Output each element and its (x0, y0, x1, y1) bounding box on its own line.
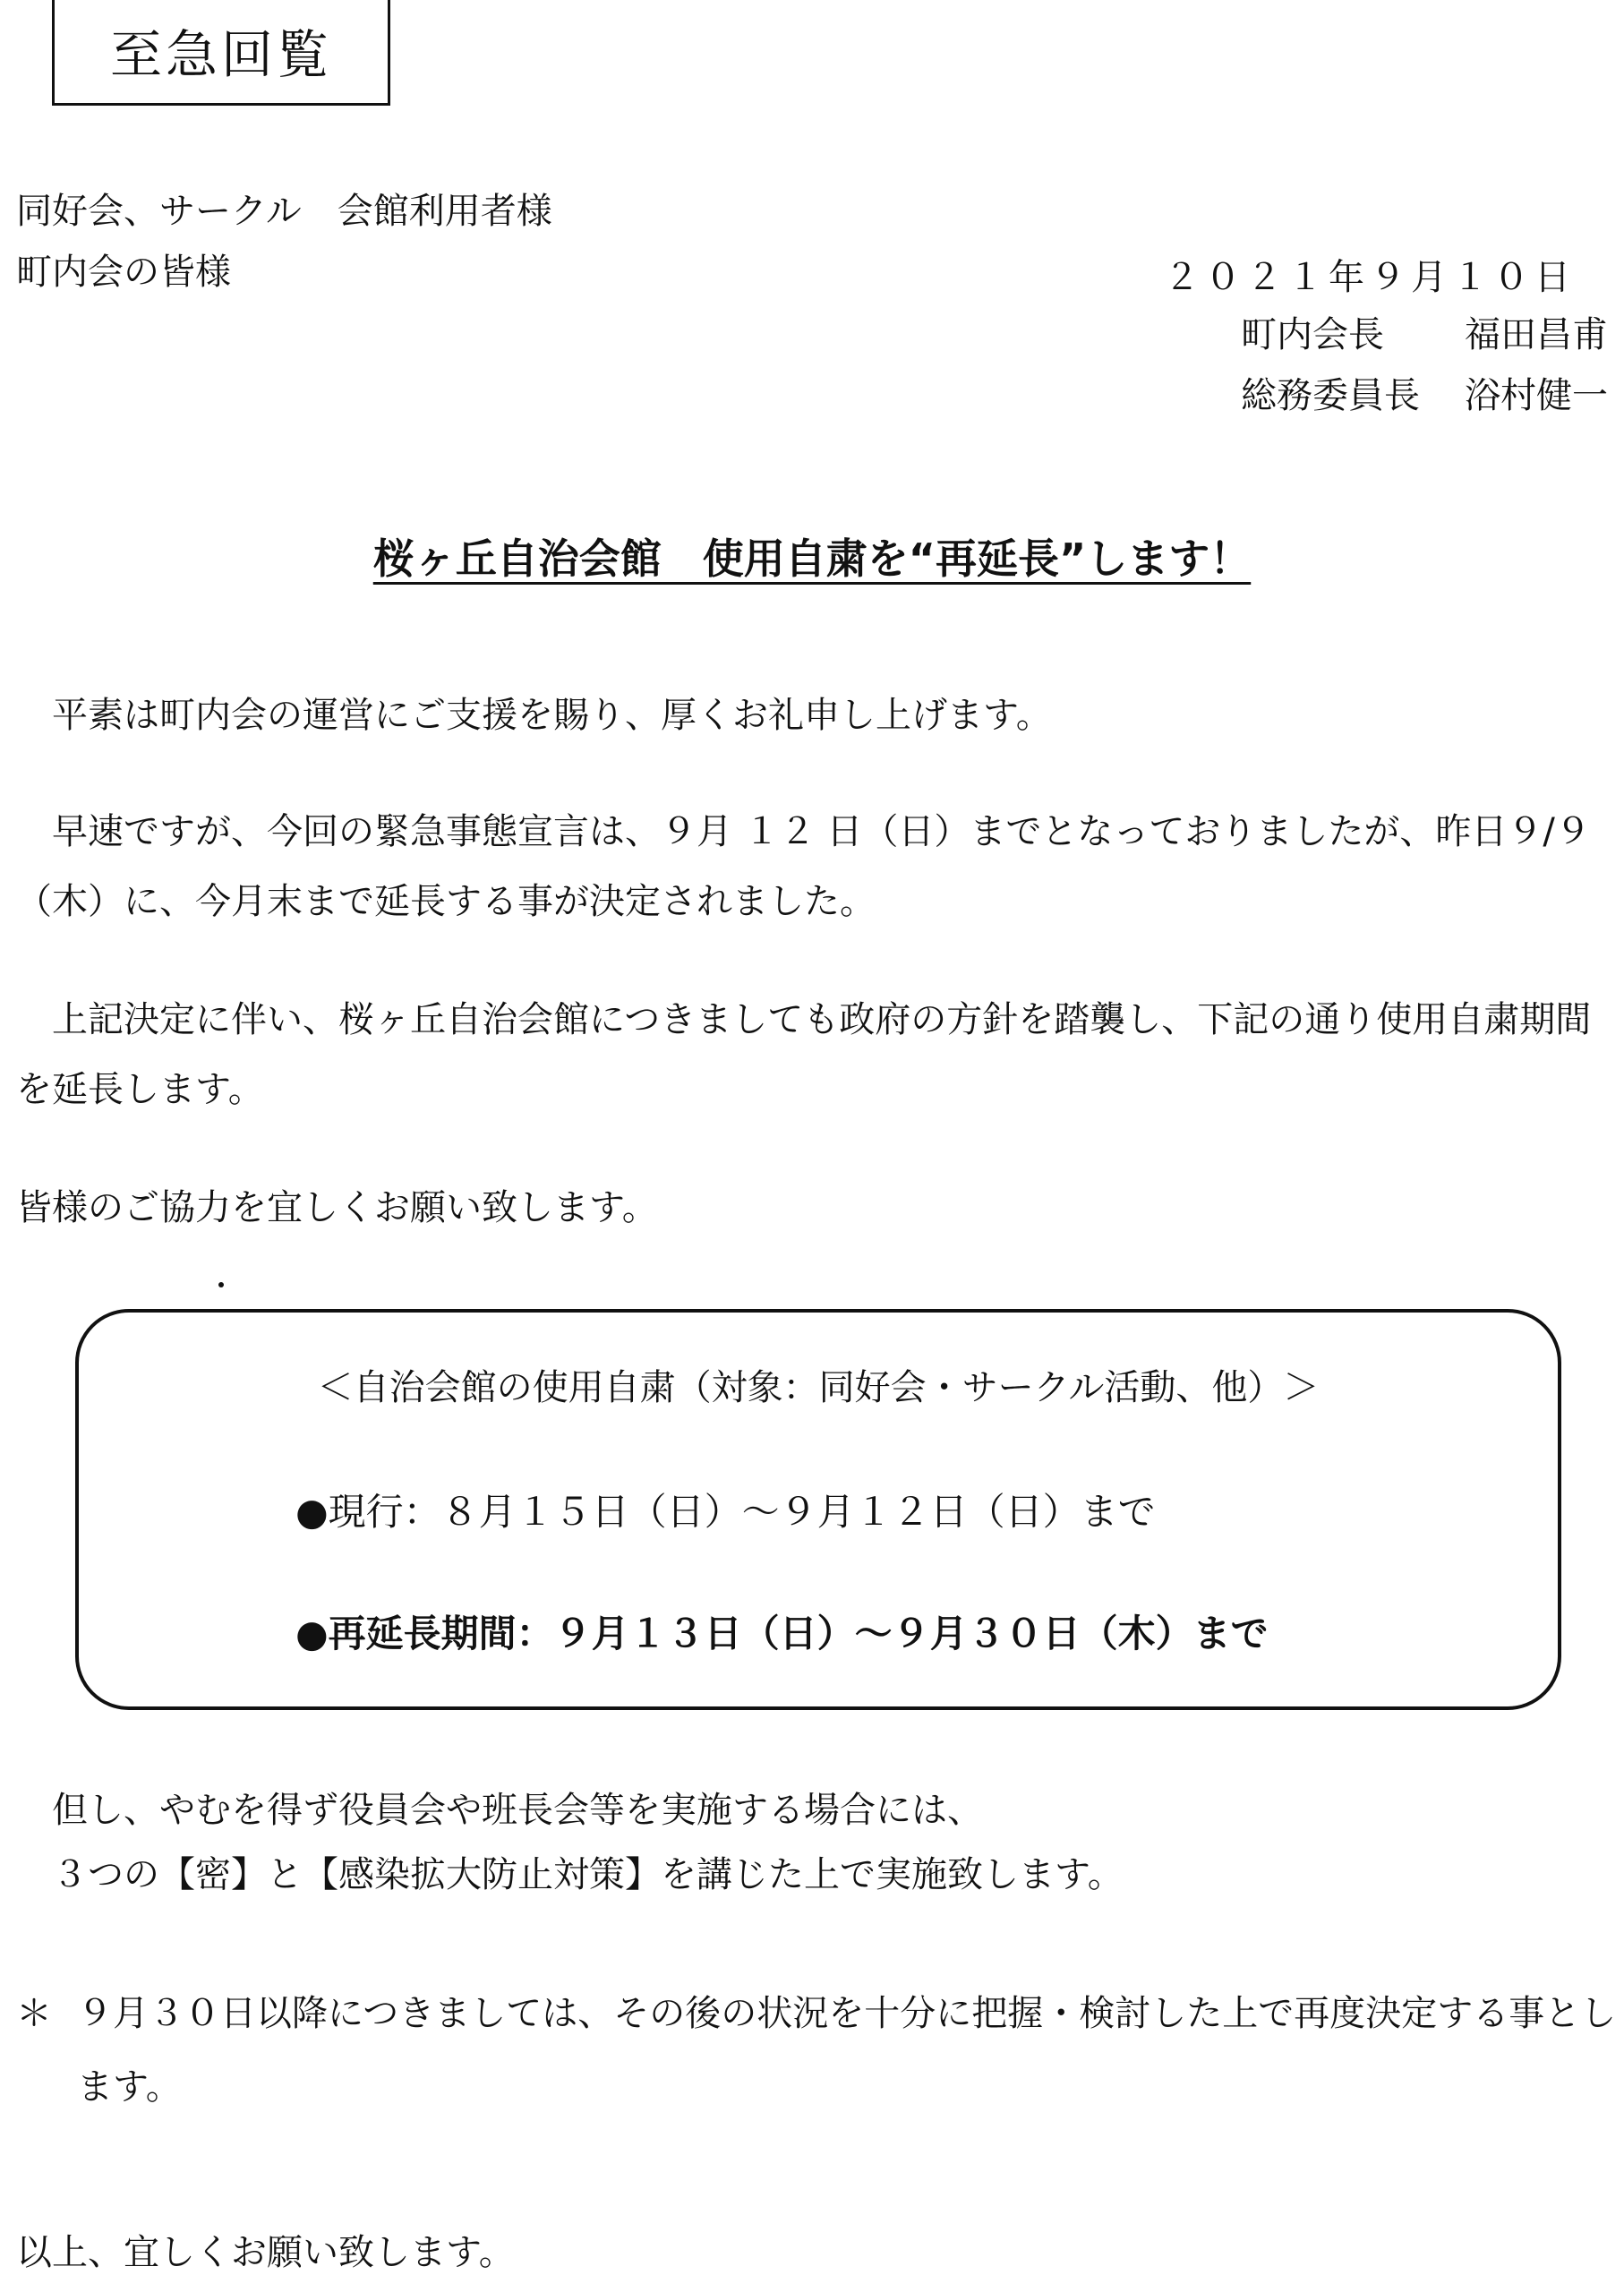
suspension-period-box (75, 1309, 1561, 1710)
recipient-line-1: 同好会、サークル 会館利用者様 (16, 191, 552, 232)
exception-note-line-2: ３つの【密】と【感染拡大防止対策】を講じた上で実施致します。 (52, 1854, 1124, 1895)
footnote (16, 1977, 1619, 2124)
signature-role: 町内会長 (1241, 314, 1384, 355)
signature-name: 浴村健一 (1465, 375, 1608, 416)
issue-date: ２０２１年９月１０日 (1164, 257, 1576, 298)
suspension-box-heading: ＜自治会館の使用自粛（対象：同好会・サークル活動、他）＞ (317, 1367, 1320, 1408)
signature-name: 福田昌甫 (1465, 314, 1608, 355)
signature-president (1241, 313, 1608, 356)
paragraph-greeting: 平素は町内会の運営にご支援を賜り、厚くお礼申し上げます。 (52, 695, 1052, 736)
signature-role: 総務委員長 (1241, 375, 1420, 416)
urgent-circulation-stamp: 至急回覧 (52, 0, 390, 106)
recipient-line-2: 町内会の皆様 (16, 252, 231, 293)
signature-general-affairs (1241, 374, 1608, 417)
exception-note-line-1: 但し、やむを得ず役員会や班長会等を実施する場合には、 (52, 1790, 983, 1831)
stray-dot (218, 1282, 224, 1287)
extended-period: ●再延長期間：９月１３日（日）～９月３０日（木）まで (295, 1612, 1269, 1655)
notice-title (0, 526, 1624, 586)
current-period: ●現行：８月１５日（日）～９月１２日（日）まで (295, 1490, 1156, 1534)
asterisk-mark: ＊ (16, 1993, 52, 2034)
paragraph-cooperation: 皆様のご協力を宜しくお願い致します。 (16, 1187, 658, 1228)
paragraph-hall-extension: 上記決定に伴い、桜ヶ丘自治会館につきましても政府の方針を踏襲し、下記の通り使用自粛期間を延長します。 (16, 999, 1592, 1110)
paragraph-emergency-extension: 早速ですが、今回の緊急事態宣言は、９月 １２ 日（日）までとなっておりましたが、昨日９/９（木）に、今月末まで延長する事が決定されました。 (16, 811, 1591, 922)
footnote-text: ９月３０日以降につきましては、その後の状況を十分に把握・検討した上で再度決定する事とします。 (77, 1993, 1617, 2108)
exception-note (52, 1778, 1124, 1907)
closing-line: 以上、宜しくお願い致します。 (16, 2232, 515, 2273)
notice-title-text: 桜ヶ丘自治会館 使用自粛を“再延長”します！ (372, 535, 1252, 583)
